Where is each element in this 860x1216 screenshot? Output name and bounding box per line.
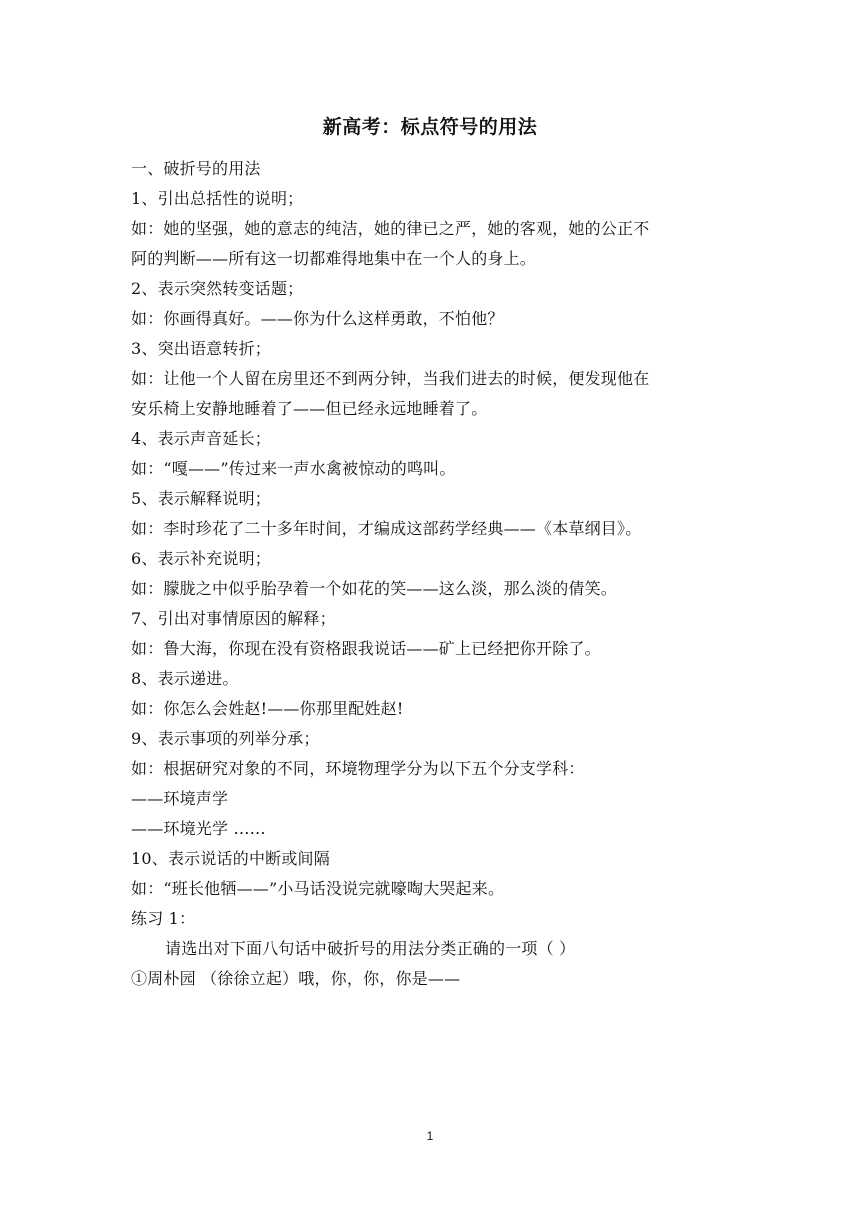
usage-item-2: 2、表示突然转变话题； xyxy=(131,279,304,298)
exercise-question: 请选出对下面八句话中破折号的用法分类正确的一项（ ） xyxy=(165,939,576,958)
list-item-optics: ——环境光学 …… xyxy=(131,819,266,838)
usage-item-7: 7、引出对事情原因的解释； xyxy=(131,609,336,628)
example-line-5: 如：李时珍花了二十多年时间，才编成这部药学经典——《本草纲目》。 xyxy=(131,519,642,538)
usage-item-9: 9、表示事项的列举分承； xyxy=(131,729,320,748)
exercise-heading: 练习 1： xyxy=(131,909,196,928)
usage-item-8: 8、表示递进。 xyxy=(131,669,239,688)
example-line-8: 如：你怎么会姓赵!——你那里配姓赵! xyxy=(131,699,404,718)
example-line-2: 如：你画得真好。——你为什么这样勇敢，不怕他？ xyxy=(131,309,504,328)
example-line-1b: 阿的判断——所有这一切都难得地集中在一个人的身上。 xyxy=(131,249,537,268)
page-number: 1 xyxy=(426,1129,434,1143)
example-line-10: 如：“班长他牺——”小马话没说完就嚎啕大哭起来。 xyxy=(131,879,505,898)
usage-item-5: 5、表示解释说明； xyxy=(131,489,271,508)
section-heading: 一、破折号的用法 xyxy=(131,159,261,178)
usage-item-3: 3、突出语意转折； xyxy=(131,339,271,358)
document-title: 新高考：标点符号的用法 xyxy=(322,116,538,138)
document-body xyxy=(131,154,731,994)
example-line-9: 如：根据研究对象的不同，环境物理学分为以下五个分支学科： xyxy=(131,759,585,778)
example-line-3a: 如：让他一个人留在房里还不到两分钟，当我们进去的时候，便发现他在 xyxy=(131,369,650,388)
example-line-7: 如：鲁大海，你现在没有资格跟我说话——矿上已经把你开除了。 xyxy=(131,639,601,658)
usage-item-10: 10、表示说话的中断或间隔 xyxy=(131,849,330,868)
example-line-6: 如：朦胧之中似乎胎孕着一个如花的笑——这么淡，那么淡的倩笑。 xyxy=(131,579,618,598)
list-item-acoustics: ——环境声学 xyxy=(131,789,229,808)
usage-item-4: 4、表示声音延长； xyxy=(131,429,271,448)
example-line-1a: 如：她的坚强，她的意志的纯洁，她的律已之严，她的客观，她的公正不 xyxy=(131,219,650,238)
example-line-4: 如：“嘎——”传过来一声水禽被惊动的鸣叫。 xyxy=(131,459,456,478)
exercise-sentence-1: ①周朴园 （徐徐立起）哦，你，你，你是—— xyxy=(131,969,461,988)
usage-item-6: 6、表示补充说明； xyxy=(131,549,271,568)
usage-item-1: 1、引出总括性的说明； xyxy=(131,189,304,208)
example-line-3b: 安乐椅上安静地睡着了——但已经永远地睡着了。 xyxy=(131,399,488,418)
